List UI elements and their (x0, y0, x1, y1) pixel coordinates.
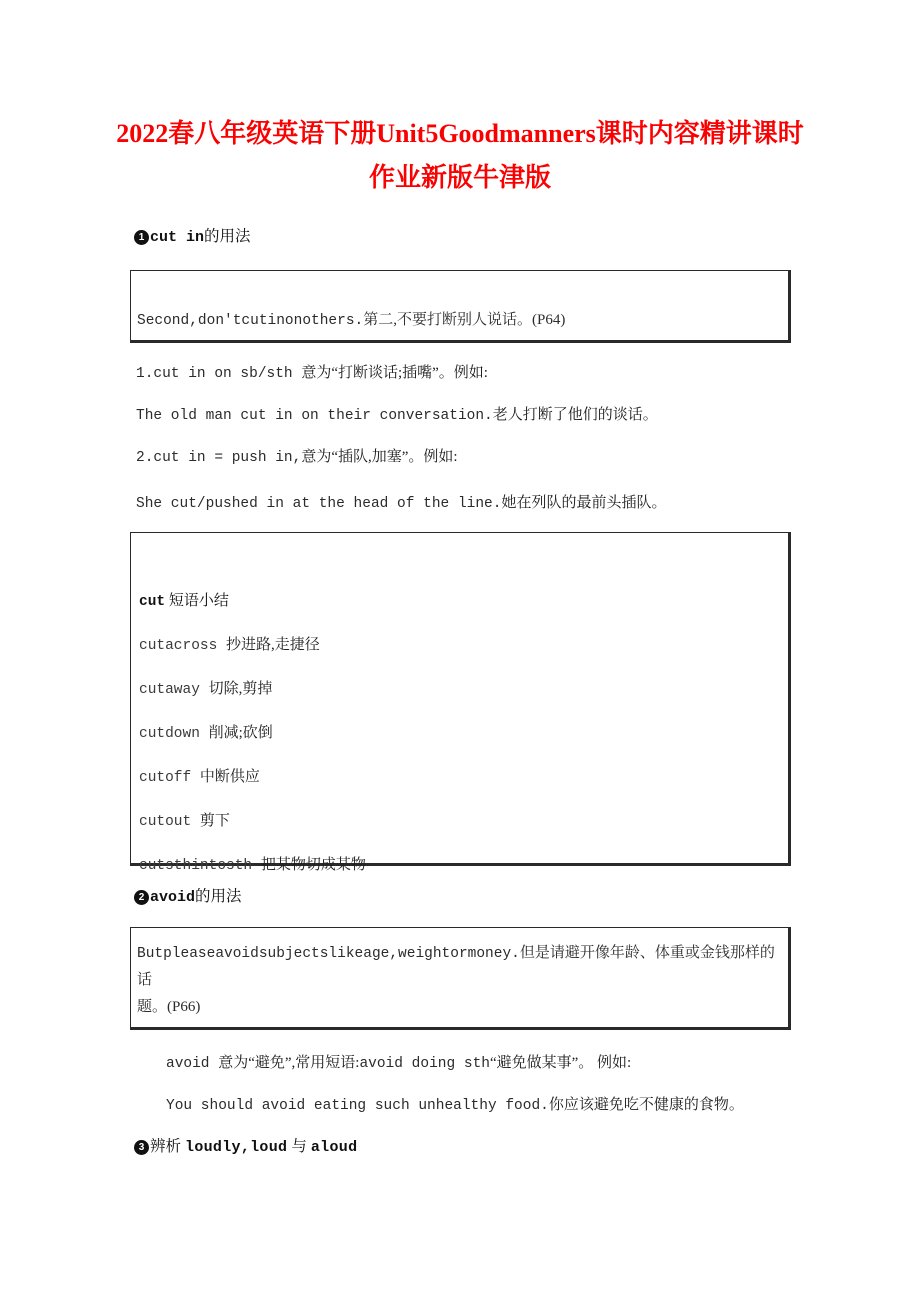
summary-heading-cn: 短语小结 (168, 593, 229, 609)
body-en: She cut/pushed in at the head of the line. (136, 496, 502, 512)
summary-box-cut-phrases (130, 532, 791, 874)
quote-cn: 第二,不要打断别人说话。(P64) (363, 312, 566, 328)
list-item (139, 756, 788, 800)
body-cn: 意为“避免”,常用短语: (218, 1055, 360, 1071)
phrase-en: cutout (139, 814, 192, 830)
section-heading-avoid (134, 886, 242, 909)
quote-cn: 题。(P66) (137, 999, 201, 1015)
section-heading-cut-in (134, 226, 251, 249)
summary-box-heading (139, 580, 788, 624)
phrase-en: cutaway (139, 682, 200, 698)
quote-en: Butpleaseavoidsubjectslikeage,weightormoney. (137, 946, 520, 962)
list-item (139, 668, 788, 712)
quote-line (137, 940, 782, 994)
body-cn: 你应该避免吃不健康的食物。 (548, 1097, 744, 1113)
body-line-cut-in-push-in (136, 446, 458, 469)
phrase-cn: 剪下 (199, 813, 230, 829)
quote-cn: 但是请避开像年龄、体重或金钱那样的话 (137, 945, 775, 988)
body-cn-2: “避免做某事”。 例如: (489, 1055, 632, 1071)
section-keyword-cut-in: cut in (150, 229, 205, 246)
body-cn: 她在列队的最前头插队。 (501, 495, 667, 511)
body-en: 1.cut in on sb/sth (136, 366, 302, 382)
phrase-en: cutoff (139, 770, 192, 786)
quote-box-cut-in (130, 270, 791, 343)
body-en: 2.cut in = push in, (136, 450, 302, 466)
section-keyword-loudly-loud: loudly,loud (185, 1139, 288, 1156)
phrase-en: cutdown (139, 726, 200, 742)
list-item (139, 800, 788, 844)
section-keyword-avoid: avoid (150, 889, 196, 906)
body-line-cut-in-meaning (136, 362, 488, 385)
section-keyword-aloud: aloud (310, 1139, 358, 1156)
body-cn: 意为“插队,加塞”。例如: (301, 449, 458, 465)
section-lead-cn: 辨析 (150, 1138, 182, 1155)
body-line-avoid-meaning (166, 1052, 631, 1075)
body-en: The old man cut in on their conversation. (136, 408, 493, 424)
phrase-en: cutsthintosth (139, 858, 253, 874)
body-en: avoid (166, 1056, 219, 1072)
body-line-avoid-example (166, 1094, 744, 1117)
quote-box-avoid (130, 927, 791, 1030)
quote-en: Second,don'tcutinonothers. (137, 313, 364, 329)
section-mid-cn: 与 (291, 1138, 307, 1155)
section-marker-1-icon: 1 (134, 230, 149, 245)
body-cn: 老人打断了他们的谈话。 (492, 407, 658, 423)
phrase-cn: 把某物切成某物 (260, 857, 366, 873)
section-heading-loudly-loud-aloud (134, 1136, 357, 1159)
section-marker-2-icon: 2 (134, 890, 149, 905)
page-title: 2022春八年级英语下册Unit5Goodmanners课时内容精讲课时作业新版牛津版 (116, 119, 804, 192)
section-suffix-cut-in: 的用法 (204, 228, 251, 245)
quote-line (137, 307, 782, 334)
summary-heading-kw: cut (139, 594, 166, 610)
phrase-cn: 抄进路,走捷径 (226, 637, 320, 653)
phrase-cn: 削减;砍倒 (208, 725, 273, 741)
phrase-cn: 中断供应 (199, 769, 260, 785)
quote-line (137, 994, 782, 1021)
phrase-en: cutacross (139, 638, 218, 654)
body-en-2: avoid doing sth (359, 1056, 490, 1072)
list-item (139, 844, 788, 888)
body-line-cut-in-example-1 (136, 404, 658, 427)
list-item (139, 624, 788, 668)
body-en: You should avoid eating such unhealthy food. (166, 1098, 549, 1114)
body-cn: 意为“打断谈话;插嘴”。例如: (301, 365, 488, 381)
phrase-cn: 切除,剪掉 (208, 681, 273, 697)
section-suffix-avoid: 的用法 (195, 888, 242, 905)
section-marker-3-icon: 3 (134, 1140, 149, 1155)
body-line-cut-in-example-2 (136, 492, 666, 515)
list-item (139, 712, 788, 756)
